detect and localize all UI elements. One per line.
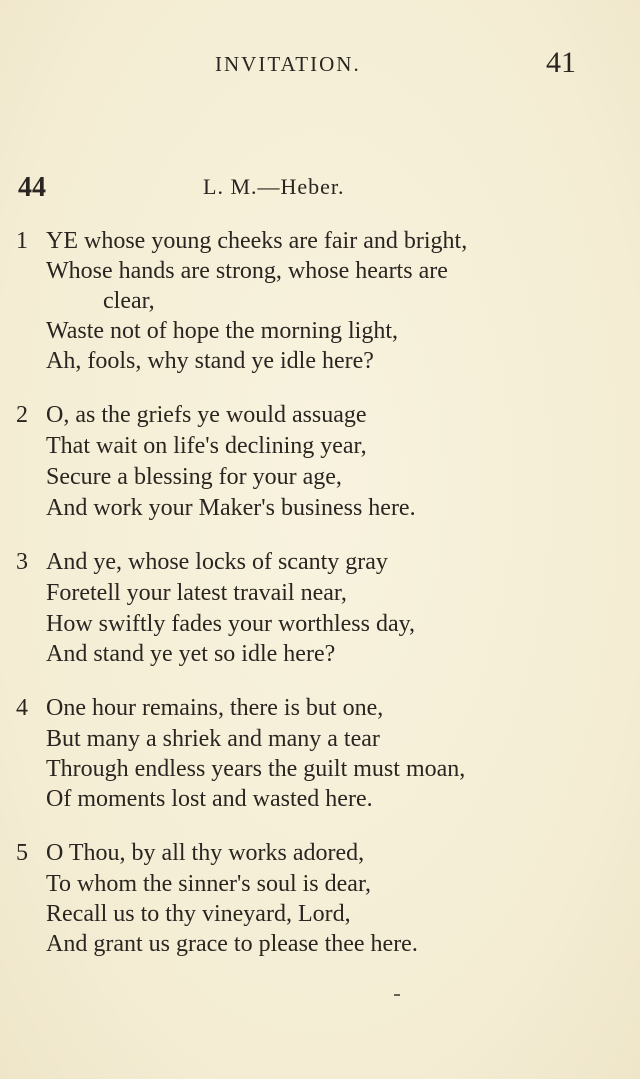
hymn-number: 44	[18, 172, 46, 203]
hymn-meter: L. M.—Heber.	[203, 174, 345, 199]
stanza-number: 2	[16, 402, 28, 428]
stanza-line: O Thou, by all thy works adored,	[46, 840, 365, 866]
stanza-line: That wait on life's declining year,	[46, 433, 367, 459]
stanza-line: One hour remains, there is but one,	[46, 695, 384, 721]
stanza-line: Of moments lost and wasted here.	[46, 786, 373, 812]
stanza-line: To whom the sinner's soul is dear,	[46, 871, 371, 897]
stanza-line: Secure a blessing for your age,	[46, 464, 342, 490]
stanza-line: YE whose young cheeks are fair and bright,	[46, 228, 468, 254]
print-mark	[394, 994, 400, 996]
stanza-line: And stand ye yet so idle here?	[46, 641, 336, 667]
stanza-line: Whose hands are strong, whose hearts are	[46, 258, 448, 284]
stanza-line: And grant us grace to please thee here.	[46, 931, 418, 957]
stanza-line: Recall us to thy vineyard, Lord,	[46, 901, 351, 927]
stanza-line: And work your Maker's business here.	[46, 495, 416, 521]
stanza-line: How swiftly fades your worthless day,	[46, 611, 416, 637]
stanza-number: 3	[16, 549, 28, 575]
stanza-line: Foretell your latest travail near,	[46, 580, 347, 606]
stanza-number: 5	[16, 840, 28, 866]
stanza-line: Through endless years the guilt must moan,	[46, 756, 466, 782]
stanza-line: Waste not of hope the morning light,	[46, 318, 399, 344]
stanza-line: clear,	[103, 288, 155, 314]
stanza-line: And ye, whose locks of scanty gray	[46, 549, 388, 575]
stanza-line: But many a shriek and many a tear	[46, 726, 380, 752]
running-head: INVITATION.	[215, 52, 361, 76]
stanza-number: 1	[16, 228, 28, 254]
stanza-line: O, as the griefs ye would assuage	[46, 402, 367, 428]
page-number: 41	[546, 46, 576, 79]
stanza-line: Ah, fools, why stand ye idle here?	[46, 348, 374, 374]
stanza-number: 4	[16, 695, 28, 721]
